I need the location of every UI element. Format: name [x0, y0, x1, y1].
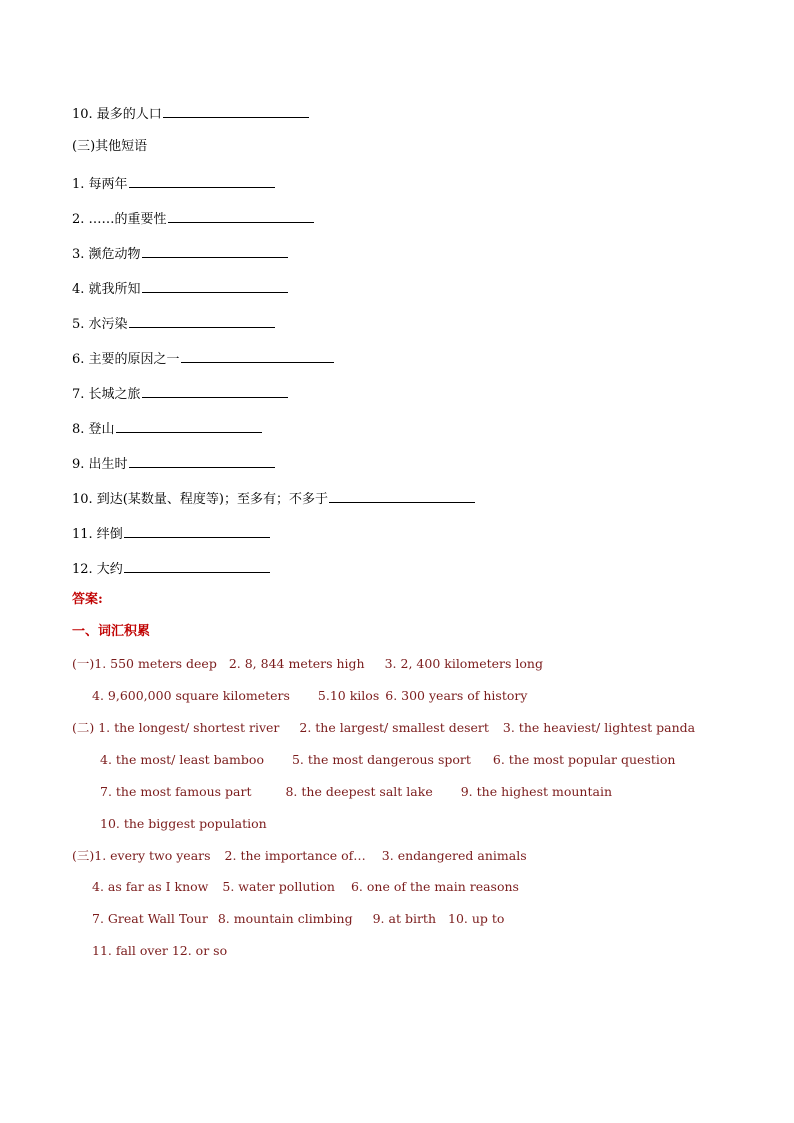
- answer-text: 9. at birth: [372, 911, 436, 926]
- answer-line: [100, 783, 612, 801]
- section-3-title: [72, 138, 147, 156]
- question-item: [72, 313, 275, 334]
- question-item: [72, 173, 275, 194]
- answer-line: [92, 878, 519, 896]
- question-item: [72, 208, 314, 229]
- answer-blank[interactable]: [129, 313, 275, 328]
- answer-line: [92, 942, 227, 960]
- question-item: [72, 348, 334, 369]
- answers-section-1-title: 一、词汇积累: [72, 624, 151, 639]
- answer-text: 5.10 kilos: [317, 688, 380, 703]
- answer-text: 10. up to: [448, 911, 505, 926]
- answer-text: 4. the most/ least bamboo: [100, 752, 264, 767]
- answer-text: 6. the most popular question: [492, 752, 676, 767]
- question-item: [72, 558, 270, 579]
- answer-blank[interactable]: [163, 103, 309, 118]
- answer-line: [72, 719, 695, 737]
- answer-text: 3. the heaviest/ lightest panda: [502, 720, 696, 735]
- answer-text: 3. 2, 400 kilometers long: [384, 656, 543, 671]
- answer-text: 5. the most dangerous sport: [291, 752, 471, 767]
- answer-text: 8. the deepest salt lake: [285, 784, 433, 799]
- answer-line: [100, 815, 267, 833]
- question-text: 3. 濒危动物: [72, 247, 141, 262]
- answer-line: [72, 847, 527, 865]
- answer-text: 6. one of the main reasons: [350, 879, 519, 894]
- answer-text: 7. the most famous part: [100, 784, 252, 799]
- answer-text: 6. 300 years of history: [385, 688, 528, 703]
- question-text: 1. 每两年: [72, 177, 128, 192]
- answer-text: 5. water pollution: [222, 879, 335, 894]
- question-text: 11. 绊倒: [72, 527, 123, 542]
- answer-blank[interactable]: [129, 173, 275, 188]
- answer-blank[interactable]: [129, 453, 275, 468]
- answer-blank[interactable]: [329, 488, 475, 503]
- answer-text: 3. endangered animals: [381, 848, 527, 863]
- answer-text: 4. as far as I know: [92, 879, 209, 894]
- answer-line: [92, 910, 504, 928]
- answer-text: (一)1. 550 meters deep: [72, 656, 217, 671]
- answer-blank[interactable]: [124, 558, 270, 573]
- answer-text: 9. the highest mountain: [460, 784, 612, 799]
- answer-blank[interactable]: [168, 208, 314, 223]
- question-text: 9. 出生时: [72, 457, 128, 472]
- answer-line: [72, 655, 543, 673]
- answer-text: 10. the biggest population: [100, 816, 267, 831]
- question-text: 7. 长城之旅: [72, 387, 141, 402]
- answer-blank[interactable]: [116, 418, 262, 433]
- question-item: [72, 243, 288, 264]
- question-item: [72, 488, 475, 509]
- answer-blank[interactable]: [142, 383, 288, 398]
- question-text: 4. 就我所知: [72, 282, 141, 297]
- question-item: [72, 278, 288, 299]
- answer-text: 2. the largest/ smallest desert: [299, 720, 489, 735]
- answer-line: [100, 751, 675, 769]
- question-text: 6. 主要的原因之一: [72, 352, 180, 367]
- answer-text: 2. 8, 844 meters high: [228, 656, 365, 671]
- answer-text: 7. Great Wall Tour: [92, 911, 208, 926]
- answer-text: 11. fall over 12. or so: [92, 943, 228, 958]
- question-item: [72, 453, 275, 474]
- section-title-text: (三)其他短语: [72, 139, 148, 154]
- question-10-population: [72, 103, 309, 124]
- question-item: [72, 418, 262, 439]
- question-item: [72, 523, 270, 544]
- question-text: 10. 最多的人口: [72, 107, 162, 122]
- question-item: [72, 383, 288, 404]
- answer-blank[interactable]: [181, 348, 334, 363]
- answer-blank[interactable]: [124, 523, 270, 538]
- answer-text: 2. the importance of…: [224, 848, 366, 863]
- question-text: 8. 登山: [72, 422, 115, 437]
- question-text: 5. 水污染: [72, 317, 128, 332]
- answer-text: (二) 1. the longest/ shortest river: [72, 720, 280, 735]
- answer-blank[interactable]: [142, 278, 288, 293]
- answers-title: 答案:: [72, 592, 103, 607]
- question-text: 2. ……的重要性: [72, 212, 167, 227]
- answer-text: 8. mountain climbing: [217, 911, 353, 926]
- answer-text: 4. 9,600,000 square kilometers: [92, 688, 290, 703]
- answer-line: [92, 687, 527, 705]
- question-text: 12. 大约: [72, 562, 123, 577]
- question-text: 10. 到达(某数量、程度等)；至多有；不多于: [72, 492, 328, 507]
- answer-blank[interactable]: [142, 243, 288, 258]
- answer-text: (三)1. every two years: [72, 848, 211, 863]
